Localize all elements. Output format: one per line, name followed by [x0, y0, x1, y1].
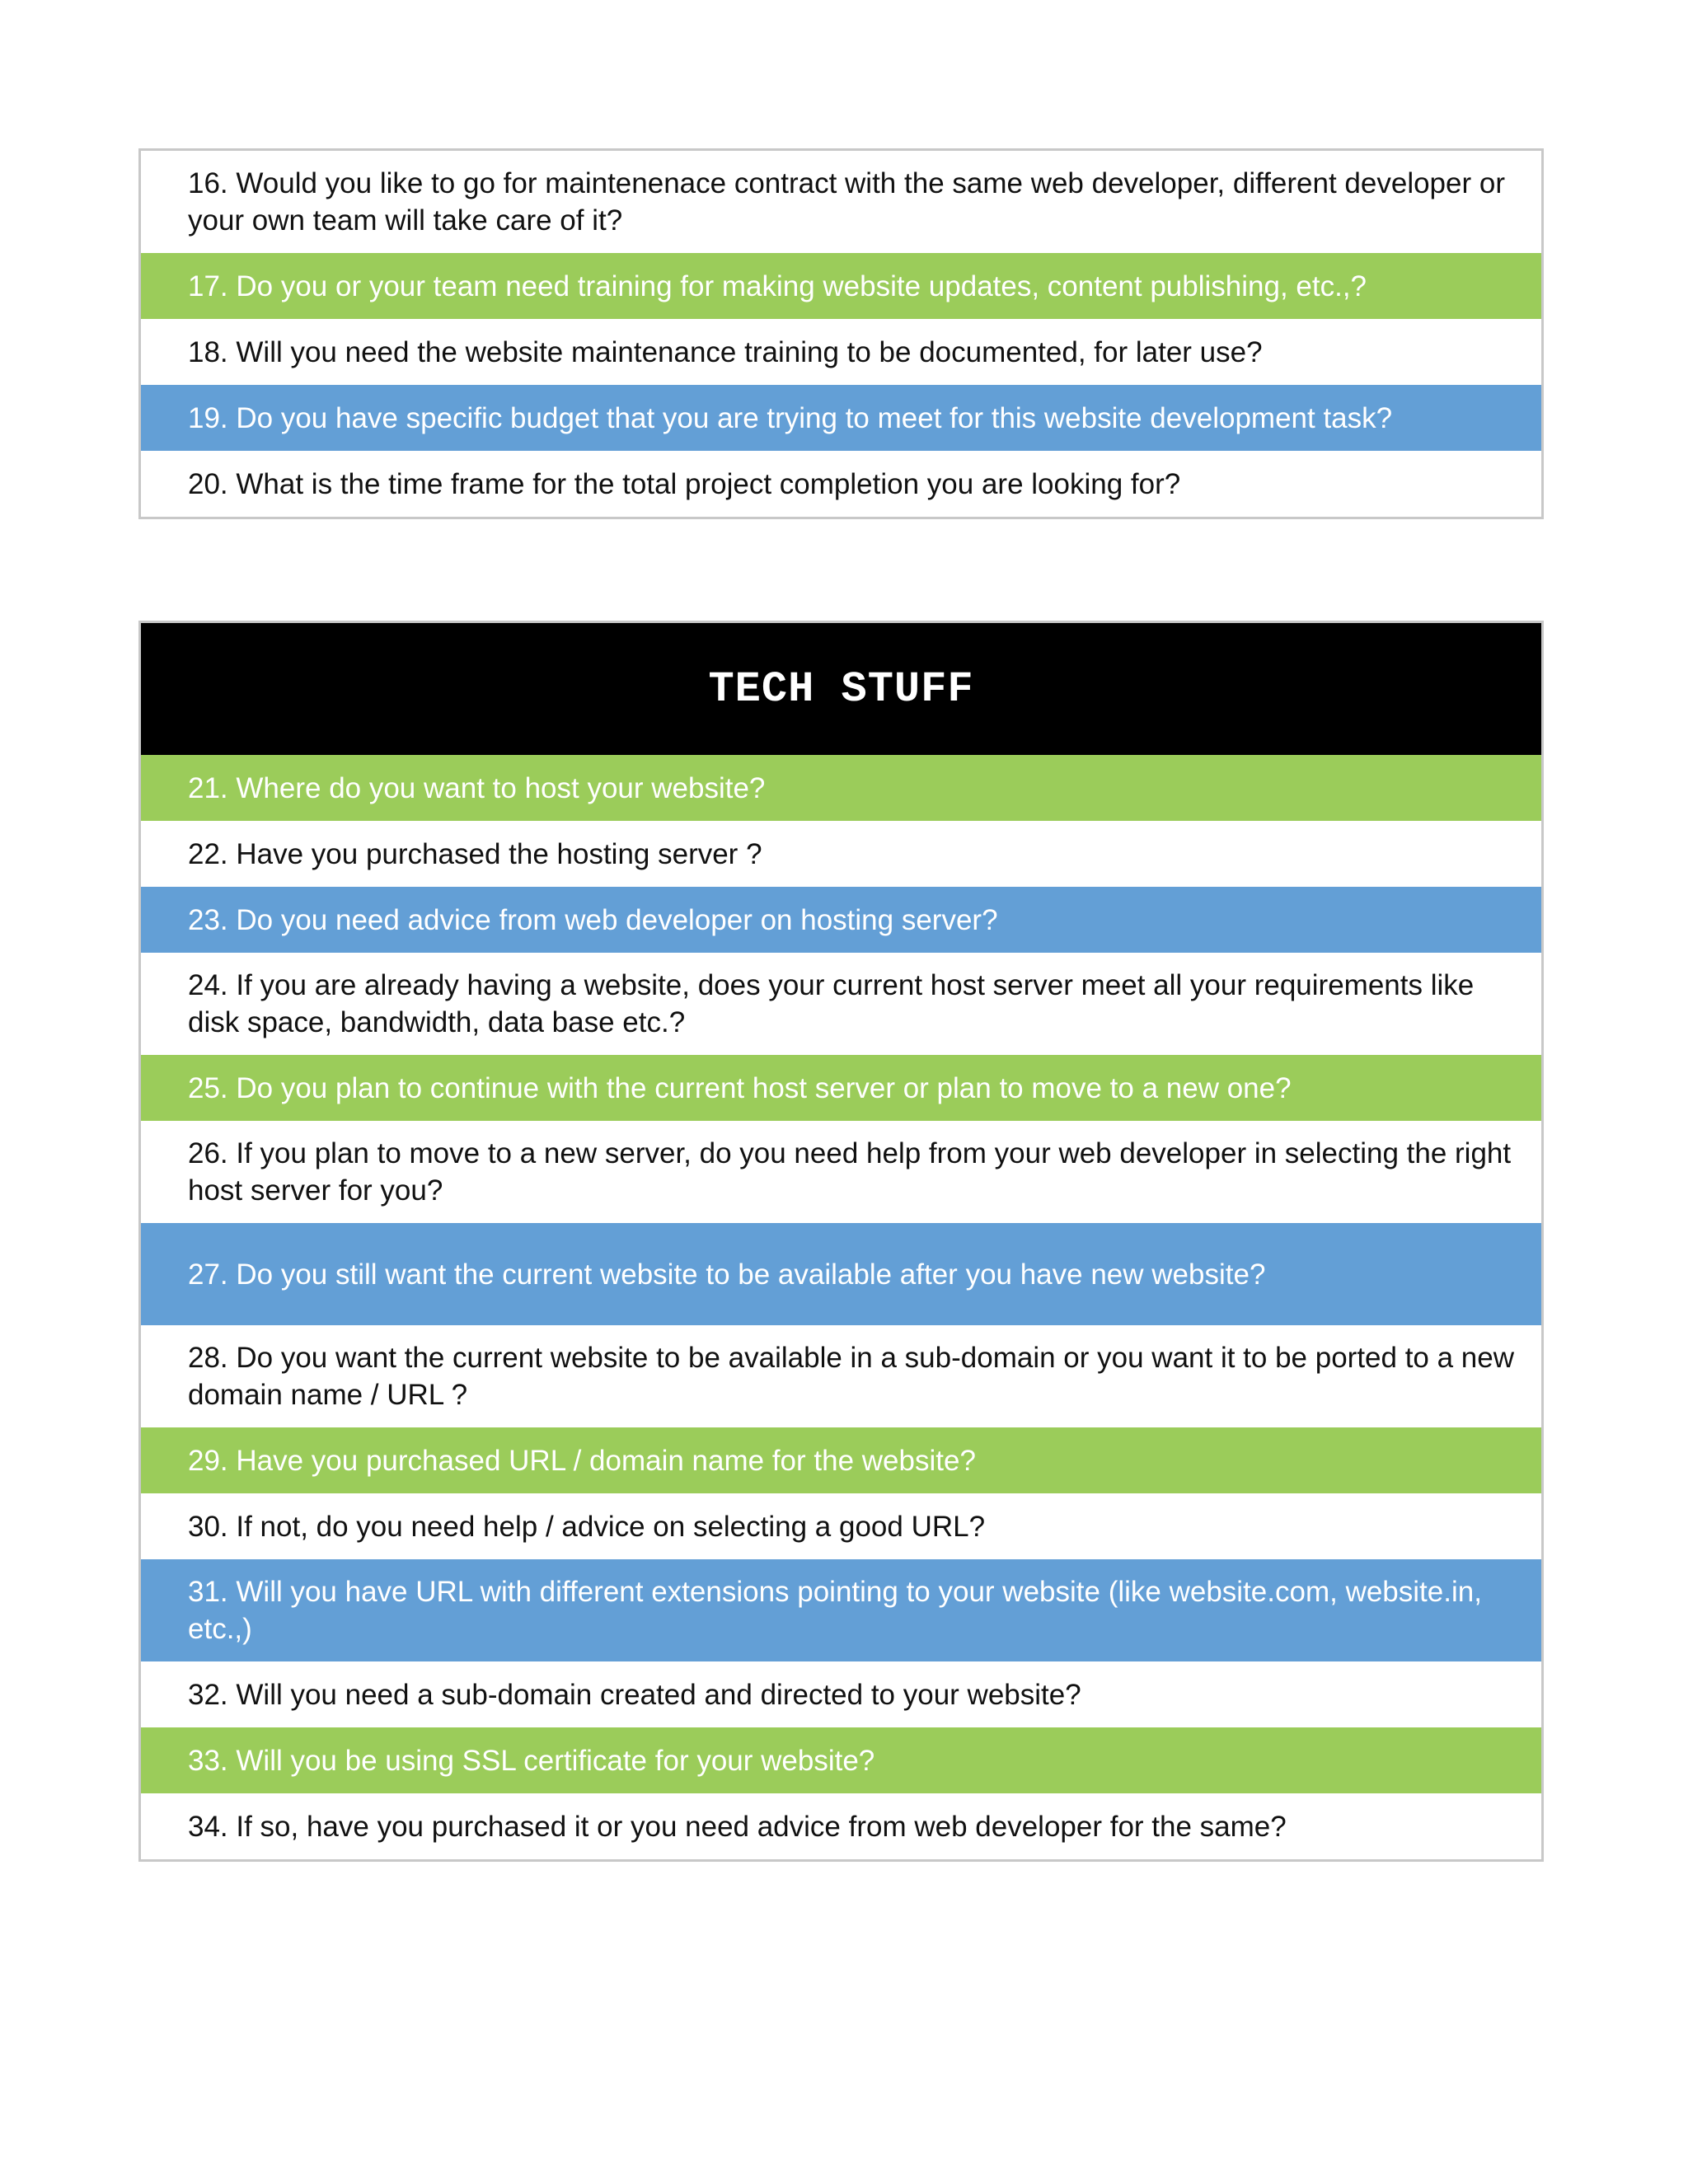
question-text: 31. Will you have URL with different extensions pointing to your website (like website.com, website.in, etc.,) — [188, 1576, 1482, 1645]
question-text: 22. Have you purchased the hosting server ? — [188, 837, 762, 870]
question-row-19 — [141, 385, 1541, 451]
question-row-25 — [141, 1055, 1541, 1121]
question-text: 17. Do you or your team need training for making website updates, content publishing, etc.,? — [188, 269, 1367, 302]
question-text: 34. If so, have you purchased it or you need advice from web developer for the same? — [188, 1810, 1287, 1843]
question-text: 24. If you are already having a website, does your current host server meet all your requirements like disk space, bandwidth, data base etc.? — [188, 969, 1475, 1038]
question-text: 28. Do you want the current website to be available in a sub-domain or you want it to be ported to a new domain name / URL ? — [188, 1342, 1515, 1411]
question-row-18 — [141, 319, 1541, 385]
question-text: 21. Where do you want to host your website? — [188, 771, 766, 804]
maintenance-questions-table — [138, 148, 1544, 519]
question-row-17 — [141, 253, 1541, 319]
question-row-22 — [141, 821, 1541, 887]
question-text: 16. Would you like to go for maintenenace contract with the same web developer, different developer or your own team will take care of it? — [188, 167, 1505, 237]
question-text: 18. Will you need the website maintenance training to be documented, for later use? — [188, 335, 1263, 368]
question-text: 25. Do you plan to continue with the current host server or plan to move to a new one? — [188, 1071, 1292, 1104]
question-text: 19. Do you have specific budget that you are trying to meet for this website development task? — [188, 401, 1393, 434]
question-text: 23. Do you need advice from web developer on hosting server? — [188, 903, 998, 936]
question-row-21 — [141, 755, 1541, 821]
section-title: TECH STUFF — [708, 664, 974, 714]
question-text: 27. Do you still want the current website to be available after you have new website? — [188, 1258, 1266, 1291]
question-row-20 — [141, 451, 1541, 517]
tech-stuff-table — [138, 621, 1544, 1862]
question-row-28 — [141, 1325, 1541, 1427]
question-row-32 — [141, 1661, 1541, 1727]
question-row-34 — [141, 1793, 1541, 1859]
question-text: 32. Will you need a sub-domain created and directed to your website? — [188, 1678, 1081, 1711]
question-row-27 — [141, 1223, 1541, 1325]
question-row-29 — [141, 1427, 1541, 1493]
question-row-31 — [141, 1559, 1541, 1661]
question-text: 26. If you plan to move to a new server, do you need help from your web developer in selecting the right host server for you? — [188, 1137, 1512, 1207]
question-text: 30. If not, do you need help / advice on selecting a good URL? — [188, 1510, 986, 1543]
question-row-30 — [141, 1493, 1541, 1559]
question-row-16 — [141, 151, 1541, 253]
question-text: 33. Will you be using SSL certificate for your website? — [188, 1744, 875, 1777]
question-row-23 — [141, 887, 1541, 953]
question-row-24 — [141, 953, 1541, 1055]
question-row-26 — [141, 1121, 1541, 1223]
section-header — [141, 623, 1541, 755]
question-text: 20. What is the time frame for the total project completion you are looking for? — [188, 467, 1181, 500]
question-row-33 — [141, 1727, 1541, 1793]
question-text: 29. Have you purchased URL / domain name for the website? — [188, 1444, 976, 1477]
